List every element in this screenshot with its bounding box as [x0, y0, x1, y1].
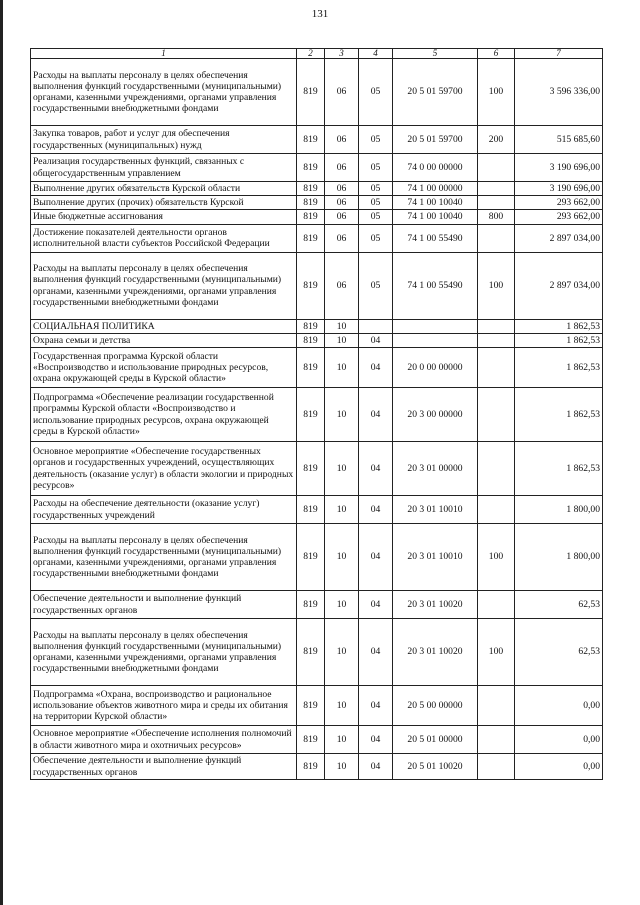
cell-name: Основное мероприятие «Обеспечение государственных органов и государственных учреждений, осуществляющих деятельность (оказание услуг) в области экологии и природных ресурсов» — [31, 442, 297, 496]
cell-grbs: 819 — [297, 319, 325, 333]
cell-name: Основное мероприятие «Обеспечение исполнения полномочий в области животного мира и охотничьих ресурсов» — [31, 726, 297, 754]
cell-subsection — [359, 319, 393, 333]
table-row — [31, 686, 603, 726]
table-row — [31, 252, 603, 319]
cell-subsection: 05 — [359, 210, 393, 224]
cell-subsection: 04 — [359, 442, 393, 496]
cell-grbs: 819 — [297, 442, 325, 496]
cell-name: Расходы на обеспечение деятельности (оказание услуг) государственных учреждений — [31, 496, 297, 524]
cell-target-article: 20 5 01 59700 — [393, 126, 478, 154]
cell-expense-type — [478, 333, 515, 347]
cell-section: 10 — [325, 619, 359, 686]
cell-section: 10 — [325, 726, 359, 754]
cell-target-article: 20 5 01 10020 — [393, 754, 478, 780]
header-cell: 2 — [297, 49, 325, 59]
cell-subsection: 04 — [359, 726, 393, 754]
cell-name: Закупка товаров, работ и услуг для обеспечения государственных (муниципальных) нужд — [31, 126, 297, 154]
table-row — [31, 524, 603, 591]
cell-name: Расходы на выплаты персоналу в целях обеспечения выполнения функций государственными (муниципальными) органами, казенными учреждениями, органами управления государственными внебюджетными фондами — [31, 59, 297, 126]
cell-grbs: 819 — [297, 524, 325, 591]
cell-section: 10 — [325, 333, 359, 347]
cell-target-article: 20 3 01 10010 — [393, 496, 478, 524]
cell-amount: 293 662,00 — [515, 210, 603, 224]
cell-expense-type — [478, 686, 515, 726]
cell-name: Обеспечение деятельности и выполнение функций государственных органов — [31, 754, 297, 780]
cell-target-article — [393, 333, 478, 347]
cell-target-article: 74 1 00 10040 — [393, 196, 478, 210]
cell-amount: 1 862,53 — [515, 319, 603, 333]
cell-target-article: 74 1 00 55490 — [393, 224, 478, 252]
cell-section: 06 — [325, 59, 359, 126]
cell-name: Государственная программа Курской области «Воспроизводство и использование природных ресурсов, охрана окружающей среды в Курской области» — [31, 348, 297, 388]
table-row — [31, 348, 603, 388]
cell-section: 10 — [325, 319, 359, 333]
cell-expense-type: 800 — [478, 210, 515, 224]
table-row — [31, 388, 603, 442]
cell-section: 06 — [325, 154, 359, 182]
table-row — [31, 319, 603, 333]
cell-section: 10 — [325, 442, 359, 496]
table-row — [31, 754, 603, 780]
cell-expense-type — [478, 442, 515, 496]
cell-amount: 2 897 034,00 — [515, 252, 603, 319]
cell-amount: 1 800,00 — [515, 524, 603, 591]
table-row — [31, 196, 603, 210]
cell-target-article: 20 0 00 00000 — [393, 348, 478, 388]
cell-expense-type — [478, 196, 515, 210]
cell-expense-type: 100 — [478, 252, 515, 319]
cell-expense-type: 100 — [478, 619, 515, 686]
cell-target-article: 74 1 00 55490 — [393, 252, 478, 319]
cell-expense-type — [478, 591, 515, 619]
scan-edge-bar — [0, 0, 3, 905]
cell-subsection: 04 — [359, 686, 393, 726]
cell-name: Охрана семьи и детства — [31, 333, 297, 347]
cell-amount: 62,53 — [515, 619, 603, 686]
header-cell: 5 — [393, 49, 478, 59]
cell-grbs: 819 — [297, 591, 325, 619]
header-cell: 4 — [359, 49, 393, 59]
table-row — [31, 442, 603, 496]
cell-name: Подпрограмма «Охрана, воспроизводство и рациональное использование объектов животного мира и среды их обитания на территории Курской области» — [31, 686, 297, 726]
cell-subsection: 05 — [359, 196, 393, 210]
cell-expense-type — [478, 754, 515, 780]
cell-expense-type — [478, 154, 515, 182]
budget-table — [30, 48, 603, 780]
cell-name: Расходы на выплаты персоналу в целях обеспечения выполнения функций государственными (муниципальными) органами, казенными учреждениями, органами управления государственными внебюджетными фондами — [31, 524, 297, 591]
table-row — [31, 224, 603, 252]
cell-section: 06 — [325, 252, 359, 319]
cell-expense-type — [478, 388, 515, 442]
cell-amount: 62,53 — [515, 591, 603, 619]
cell-amount: 1 862,53 — [515, 333, 603, 347]
cell-subsection: 04 — [359, 754, 393, 780]
table-row — [31, 333, 603, 347]
cell-section: 06 — [325, 182, 359, 196]
table-row — [31, 210, 603, 224]
cell-target-article: 74 0 00 00000 — [393, 154, 478, 182]
cell-section: 10 — [325, 686, 359, 726]
cell-target-article: 20 5 01 59700 — [393, 59, 478, 126]
cell-subsection: 04 — [359, 348, 393, 388]
cell-name: СОЦИАЛЬНАЯ ПОЛИТИКА — [31, 319, 297, 333]
cell-subsection: 04 — [359, 333, 393, 347]
cell-subsection: 05 — [359, 59, 393, 126]
header-cell: 7 — [515, 49, 603, 59]
cell-section: 10 — [325, 388, 359, 442]
cell-amount: 1 862,53 — [515, 348, 603, 388]
cell-section: 10 — [325, 591, 359, 619]
cell-amount: 0,00 — [515, 726, 603, 754]
cell-section: 06 — [325, 126, 359, 154]
cell-expense-type — [478, 224, 515, 252]
cell-expense-type — [478, 182, 515, 196]
table-row — [31, 496, 603, 524]
cell-name: Иные бюджетные ассигнования — [31, 210, 297, 224]
cell-grbs: 819 — [297, 754, 325, 780]
cell-target-article: 20 3 00 00000 — [393, 388, 478, 442]
cell-amount: 0,00 — [515, 686, 603, 726]
cell-grbs: 819 — [297, 210, 325, 224]
cell-expense-type: 100 — [478, 524, 515, 591]
table-row — [31, 182, 603, 196]
cell-grbs: 819 — [297, 686, 325, 726]
cell-amount: 0,00 — [515, 754, 603, 780]
cell-target-article: 20 5 01 00000 — [393, 726, 478, 754]
page-number: 131 — [311, 8, 329, 20]
cell-name: Обеспечение деятельности и выполнение функций государственных органов — [31, 591, 297, 619]
cell-subsection: 04 — [359, 496, 393, 524]
cell-amount: 1 862,53 — [515, 388, 603, 442]
cell-section: 06 — [325, 196, 359, 210]
cell-expense-type: 200 — [478, 126, 515, 154]
cell-grbs: 819 — [297, 333, 325, 347]
cell-subsection: 05 — [359, 154, 393, 182]
cell-grbs: 819 — [297, 126, 325, 154]
cell-grbs: 819 — [297, 224, 325, 252]
table-row — [31, 154, 603, 182]
cell-amount: 3 190 696,00 — [515, 154, 603, 182]
cell-section: 10 — [325, 348, 359, 388]
cell-section: 10 — [325, 524, 359, 591]
cell-expense-type: 100 — [478, 59, 515, 126]
cell-amount: 3 596 336,00 — [515, 59, 603, 126]
table-row — [31, 59, 603, 126]
cell-name: Реализация государственных функций, связанных с общегосударственным управлением — [31, 154, 297, 182]
cell-grbs: 819 — [297, 154, 325, 182]
cell-subsection: 04 — [359, 524, 393, 591]
table-row — [31, 726, 603, 754]
cell-grbs: 819 — [297, 619, 325, 686]
cell-amount: 1 800,00 — [515, 496, 603, 524]
cell-grbs: 819 — [297, 388, 325, 442]
header-cell: 1 — [31, 49, 297, 59]
cell-expense-type — [478, 726, 515, 754]
cell-subsection: 05 — [359, 126, 393, 154]
cell-subsection: 04 — [359, 619, 393, 686]
cell-expense-type — [478, 319, 515, 333]
cell-grbs: 819 — [297, 196, 325, 210]
cell-grbs: 819 — [297, 496, 325, 524]
cell-section: 10 — [325, 496, 359, 524]
cell-amount: 293 662,00 — [515, 196, 603, 210]
cell-target-article: 20 3 01 00000 — [393, 442, 478, 496]
cell-name: Расходы на выплаты персоналу в целях обеспечения выполнения функций государственными (муниципальными) органами, казенными учреждениями, органами управления государственными внебюджетными фондами — [31, 619, 297, 686]
cell-target-article: 20 3 01 10020 — [393, 619, 478, 686]
cell-name: Выполнение других (прочих) обязательств Курской — [31, 196, 297, 210]
cell-target-article: 20 3 01 10010 — [393, 524, 478, 591]
cell-subsection: 04 — [359, 591, 393, 619]
cell-target-article: 20 3 01 10020 — [393, 591, 478, 619]
cell-grbs: 819 — [297, 348, 325, 388]
cell-grbs: 819 — [297, 59, 325, 126]
cell-section: 06 — [325, 224, 359, 252]
cell-section: 10 — [325, 754, 359, 780]
cell-grbs: 819 — [297, 252, 325, 319]
cell-target-article: 74 1 00 10040 — [393, 210, 478, 224]
cell-subsection: 05 — [359, 252, 393, 319]
cell-amount: 2 897 034,00 — [515, 224, 603, 252]
cell-name: Подпрограмма «Обеспечение реализации государственной программы Курской области «Воспроизводство и использование природных ресурсов, охрана окружающей среды в Курской области» — [31, 388, 297, 442]
table-row — [31, 591, 603, 619]
cell-name: Выполнение других обязательств Курской области — [31, 182, 297, 196]
cell-target-article: 20 5 00 00000 — [393, 686, 478, 726]
cell-expense-type — [478, 348, 515, 388]
header-cell: 3 — [325, 49, 359, 59]
cell-amount: 1 862,53 — [515, 442, 603, 496]
cell-amount: 515 685,60 — [515, 126, 603, 154]
cell-name: Расходы на выплаты персоналу в целях обеспечения выполнения функций государственными (муниципальными) органами, казенными учреждениями, органами управления государственными внебюджетными фондами — [31, 252, 297, 319]
cell-target-article — [393, 319, 478, 333]
cell-subsection: 05 — [359, 182, 393, 196]
cell-grbs: 819 — [297, 182, 325, 196]
cell-section: 06 — [325, 210, 359, 224]
header-cell: 6 — [478, 49, 515, 59]
table-row — [31, 126, 603, 154]
cell-subsection: 04 — [359, 388, 393, 442]
cell-target-article: 74 1 00 00000 — [393, 182, 478, 196]
cell-grbs: 819 — [297, 726, 325, 754]
cell-amount: 3 190 696,00 — [515, 182, 603, 196]
cell-subsection: 05 — [359, 224, 393, 252]
cell-expense-type — [478, 496, 515, 524]
header-row — [31, 49, 603, 59]
table-row — [31, 619, 603, 686]
cell-name: Достижение показателей деятельности органов исполнительной власти субъектов Российской Федерации — [31, 224, 297, 252]
